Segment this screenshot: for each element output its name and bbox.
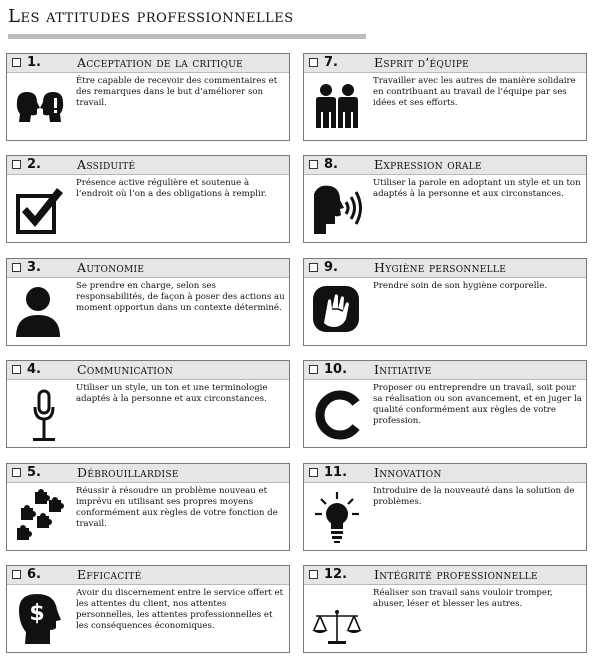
- card-header: [7, 464, 289, 483]
- card-number: 2.: [27, 157, 41, 172]
- card-integrite: [303, 565, 587, 653]
- checkbox[interactable]: [309, 570, 318, 579]
- card-name: Hygiène personnelle: [374, 260, 507, 275]
- open-circle-icon: [310, 385, 364, 443]
- microphone-icon: [13, 385, 67, 443]
- checkbox[interactable]: [309, 468, 318, 477]
- checkbox[interactable]: [12, 365, 21, 374]
- card-name: Débrouillardise: [77, 465, 179, 480]
- card-header: [304, 361, 586, 380]
- checkbox[interactable]: [309, 160, 318, 169]
- card-description: Prendre soin de son hygiène corporelle.: [373, 281, 548, 291]
- two-heads-talking-icon: [13, 78, 67, 136]
- checkbox[interactable]: [12, 570, 21, 579]
- card-efficacite: [6, 565, 290, 653]
- card-header: [7, 259, 289, 278]
- card-header: [304, 464, 586, 483]
- card-expression-orale: [303, 155, 587, 243]
- card-assiduite: [6, 155, 290, 243]
- card-autonomie: [6, 258, 290, 346]
- card-description: Présence active régulière et soutenue à l’endroit où l’on a des obligations à remplir.: [76, 178, 267, 199]
- svg-text:$: $: [29, 601, 45, 626]
- washing-hands-icon: [310, 283, 364, 341]
- card-number: 11.: [324, 465, 348, 480]
- card-number: 12.: [324, 567, 348, 582]
- card-number: 10.: [324, 362, 348, 377]
- card-name: Assiduité: [77, 157, 136, 172]
- card-header: [7, 54, 289, 73]
- card-debrouillardise: [6, 463, 290, 551]
- scales-icon: [310, 590, 364, 648]
- checkbox[interactable]: [309, 263, 318, 272]
- checkbox[interactable]: [12, 468, 21, 477]
- team-icon: [310, 78, 364, 136]
- card-number: 9.: [324, 260, 338, 275]
- card-header: [7, 156, 289, 175]
- card-number: 7.: [324, 55, 338, 70]
- card-acceptation-critique: [6, 53, 290, 141]
- card-initiative: [303, 360, 587, 448]
- speaking-head-icon: [310, 180, 364, 238]
- checkmark-icon: [13, 180, 67, 238]
- card-header: [7, 566, 289, 585]
- money-head-icon: [13, 590, 67, 648]
- card-name: Efficacité: [77, 567, 142, 582]
- card-number: 4.: [27, 362, 41, 377]
- card-description: Utiliser un style, un ton et une terminologie adaptés à la personne et aux circonstances.: [76, 383, 268, 404]
- card-name: Expression orale: [374, 157, 482, 172]
- card-name: Communication: [77, 362, 173, 377]
- card-name: Esprit d’équipe: [374, 55, 470, 70]
- card-name: Innovation: [374, 465, 442, 480]
- checkbox[interactable]: [309, 365, 318, 374]
- card-description: Se prendre en charge, selon ses responsabilités, de façon à poser des actions au moment opportun dans un contexte déterminé.: [76, 281, 285, 313]
- card-description: Proposer ou entreprendre un travail, soit pour sa réalisation ou son avancement, et en juger la qualité conformément aux règles de votre profession.: [373, 383, 582, 426]
- card-description: Travailler avec les autres de manière solidaire en contribuant au travail de l’équipe par ses idées et ses efforts.: [373, 76, 576, 108]
- card-description: Introduire de la nouveauté dans la solution de problèmes.: [373, 486, 575, 507]
- page-title: Les attitudes professionnelles: [8, 6, 294, 27]
- light-bulb-icon: [310, 488, 364, 546]
- card-name: Autonomie: [77, 260, 145, 275]
- card-header: [304, 566, 586, 585]
- card-description: Avoir du discernement entre le service offert et les attentes du client, nos attentes personnelles, les attentes professionnelles et les conséquences économiques.: [76, 588, 284, 631]
- card-header: [304, 156, 586, 175]
- checkbox[interactable]: [12, 160, 21, 169]
- card-number: 1.: [27, 55, 41, 70]
- card-header: [304, 259, 586, 278]
- card-number: 6.: [27, 567, 41, 582]
- card-name: Initiative: [374, 362, 432, 377]
- card-number: 8.: [324, 157, 338, 172]
- card-hygiene: [303, 258, 587, 346]
- person-icon: [13, 283, 67, 341]
- card-name: Intégrité professionnelle: [374, 567, 538, 582]
- card-name: Acceptation de la critique: [77, 55, 244, 70]
- card-innovation: [303, 463, 587, 551]
- checkbox[interactable]: [12, 263, 21, 272]
- card-header: [304, 54, 586, 73]
- puzzle-pieces-icon: [13, 488, 67, 546]
- card-esprit-equipe: [303, 53, 587, 141]
- card-description: Réaliser son travail sans vouloir tromper, abuser, léser et blesser les autres.: [373, 588, 553, 609]
- checkbox[interactable]: [309, 58, 318, 67]
- card-header: [7, 361, 289, 380]
- card-description: Utiliser la parole en adoptant un style et un ton adaptés à la personne et aux circonstances.: [373, 178, 581, 199]
- title-underline: [8, 34, 366, 39]
- card-number: 5.: [27, 465, 41, 480]
- card-number: 3.: [27, 260, 41, 275]
- card-communication: [6, 360, 290, 448]
- card-description: Être capable de recevoir des commentaires et des remarques dans le but d’améliorer son travail.: [76, 76, 278, 108]
- card-description: Réussir à résoudre un problème nouveau et imprévu en utilisant ses propres moyens conformément aux règles de votre fonction de travail.: [76, 486, 278, 529]
- checkbox[interactable]: [12, 58, 21, 67]
